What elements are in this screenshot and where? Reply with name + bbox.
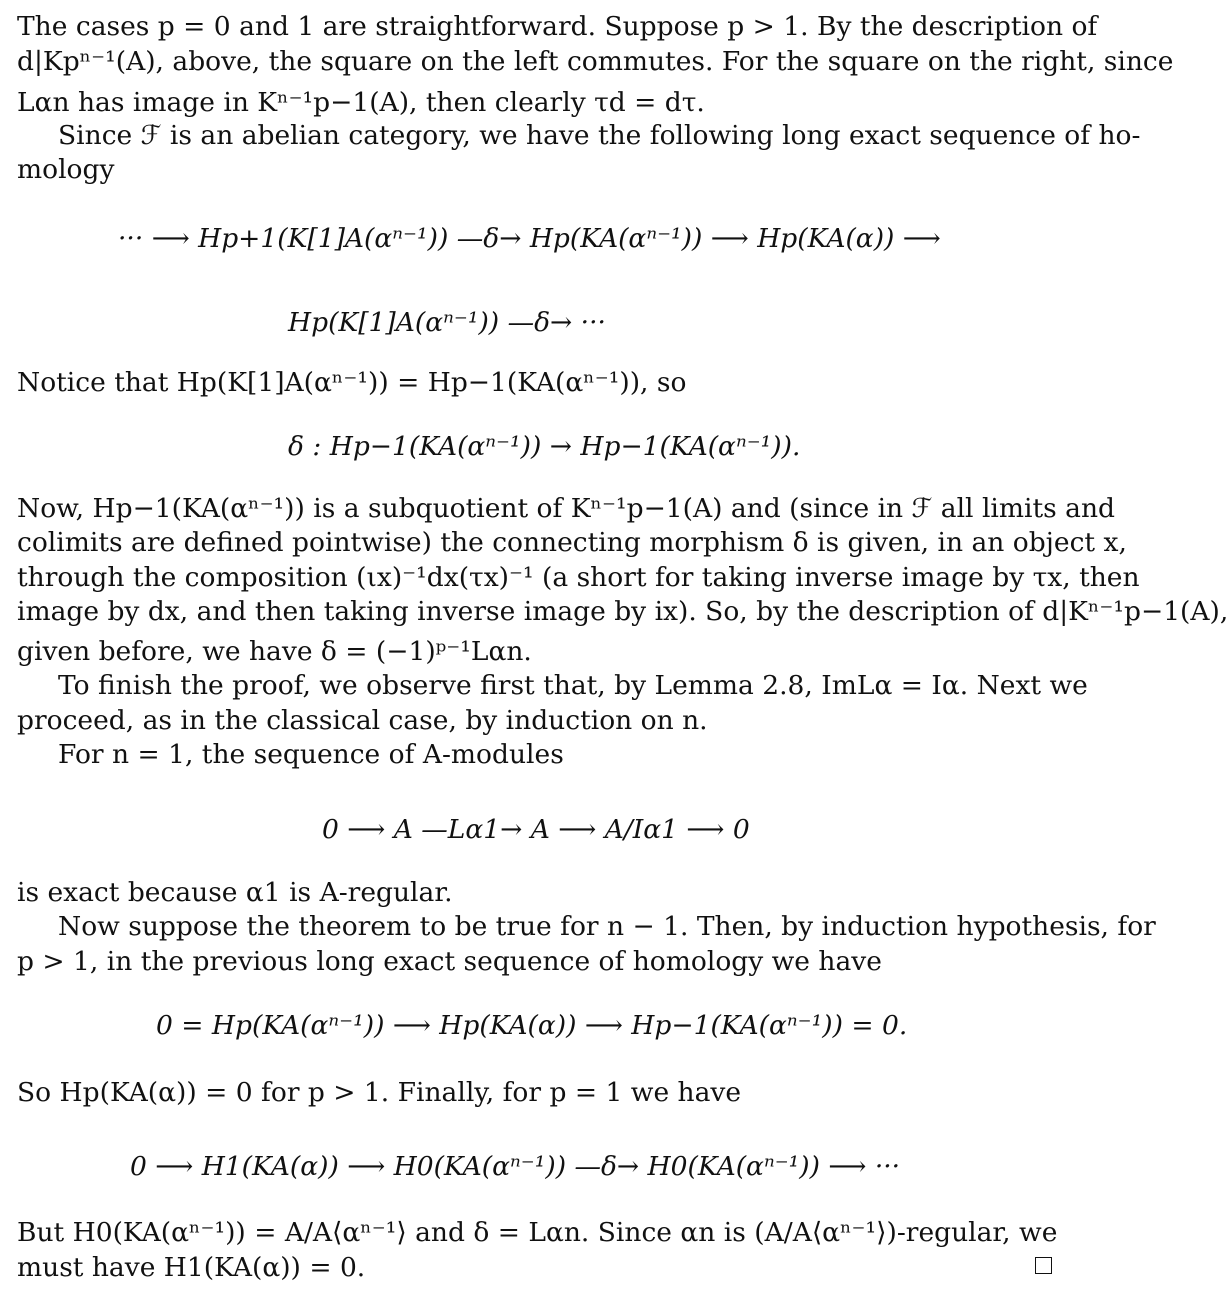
text-line: must have H1(KA(α)) = 0. bbox=[17, 1252, 366, 1283]
text-line: The cases p = 0 and 1 are straightforward. Suppose p > 1. By the description of bbox=[17, 11, 1098, 42]
text-line: image by dx, and then taking inverse image by ix). So, by the description of d|Kⁿ⁻¹p−1(A), bbox=[17, 596, 1228, 627]
text-line: Notice that Hp(K[1]A(αⁿ⁻¹)) = Hp−1(KA(αⁿ⁻¹)), so bbox=[17, 367, 687, 398]
text-line: Lαn has image in Kⁿ⁻¹p−1(A), then clearly τd = dτ. bbox=[17, 87, 705, 118]
text-line: given before, we have δ = (−1)ᵖ⁻¹Lαn. bbox=[17, 636, 532, 667]
text-line: is exact because α1 is A-regular. bbox=[17, 877, 453, 908]
text-line: colimits are defined pointwise) the connecting morphism δ is given, in an object x, bbox=[17, 527, 1127, 558]
text-line: mology bbox=[17, 154, 115, 185]
text-line: Since ℱ is an abelian category, we have the following long exact sequence of ho- bbox=[58, 120, 1141, 151]
text-line: Now, Hp−1(KA(αⁿ⁻¹)) is a subquotient of Kⁿ⁻¹p−1(A) and (since in ℱ all limits and bbox=[17, 493, 1116, 524]
text-line: So Hp(KA(α)) = 0 for p > 1. Finally, for p = 1 we have bbox=[17, 1077, 742, 1108]
text-line: p > 1, in the previous long exact sequence of homology we have bbox=[17, 946, 882, 977]
exact-sequence-row: ··· ⟶ Hp+1(K[1]A(αⁿ⁻¹)) —δ→ Hp(KA(αⁿ⁻¹)) ⟶ Hp(KA(α)) ⟶ bbox=[118, 223, 941, 254]
exact-sequence-row: Hp(K[1]A(αⁿ⁻¹)) —δ→ ··· bbox=[288, 307, 606, 338]
text-line: To finish the proof, we observe first that, by Lemma 2.8, ImLα = Iα. Next we bbox=[58, 670, 1088, 701]
exact-sequence-row: 0 ⟶ A —Lα1→ A ⟶ A/Iα1 ⟶ 0 bbox=[322, 814, 750, 845]
display-equation: δ : Hp−1(KA(αⁿ⁻¹)) → Hp−1(KA(αⁿ⁻¹)). bbox=[288, 431, 801, 462]
text-line: d|Kpⁿ⁻¹(A), above, the square on the left commutes. For the square on the right, since bbox=[17, 46, 1174, 77]
text-line: through the composition (ιx)⁻¹dx(τx)⁻¹ (a short for taking inverse image by τx, then bbox=[17, 562, 1140, 593]
exact-sequence-row: 0 = Hp(KA(αⁿ⁻¹)) ⟶ Hp(KA(α)) ⟶ Hp−1(KA(αⁿ⁻¹)) = 0. bbox=[156, 1010, 908, 1041]
exact-sequence-row: 0 ⟶ H1(KA(α)) ⟶ H0(KA(αⁿ⁻¹)) —δ→ H0(KA(αⁿ⁻¹)) ⟶ ··· bbox=[130, 1151, 901, 1182]
text-line: Now suppose the theorem to be true for n − 1. Then, by induction hypothesis, for bbox=[58, 911, 1156, 942]
text-line: proceed, as in the classical case, by induction on n. bbox=[17, 705, 708, 736]
qed-square-icon bbox=[1035, 1257, 1052, 1274]
text-line: But H0(KA(αⁿ⁻¹)) = A/A⟨αⁿ⁻¹⟩ and δ = Lαn. Since αn is (A/A⟨αⁿ⁻¹⟩)-regular, we bbox=[17, 1217, 1058, 1248]
text-line: For n = 1, the sequence of A-modules bbox=[58, 739, 564, 770]
